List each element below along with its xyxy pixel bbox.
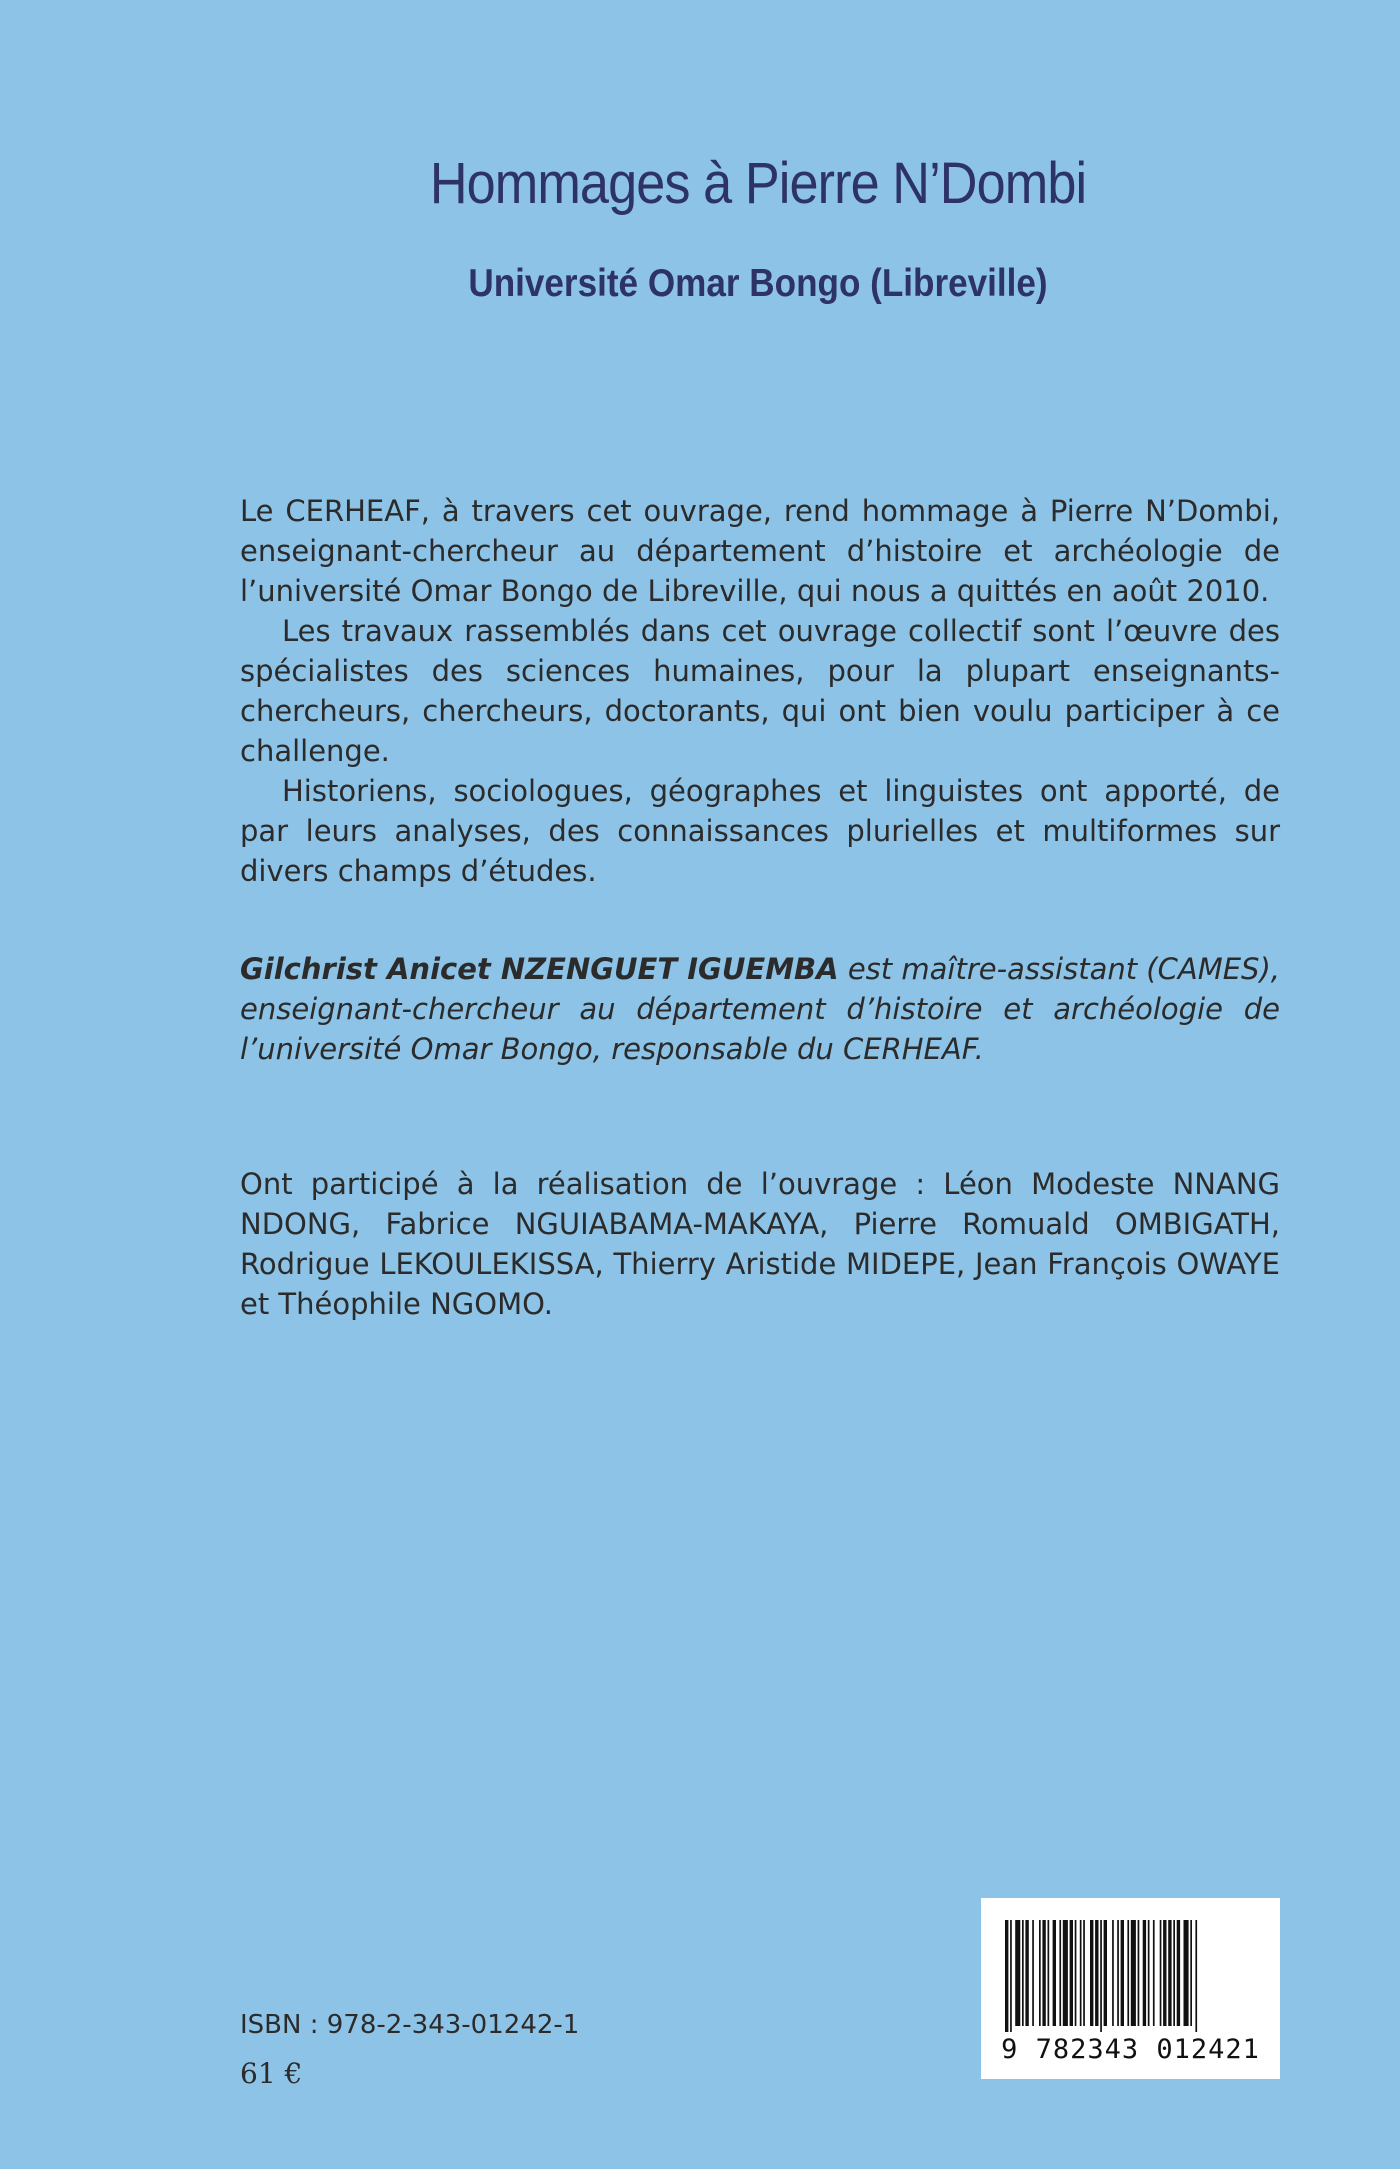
barcode-bar <box>1080 1920 1082 2026</box>
barcode-bar <box>1148 1920 1150 2026</box>
barcode-bar <box>1143 1920 1146 2026</box>
author-description: est maître-assistant (CAMES), enseignant-chercheur au département d’histoire et archéologie de l’université Omar Bongo, responsable du CERHEAF. <box>240 952 1280 1066</box>
author-bio <box>240 949 1280 1069</box>
book-subtitle: Université Omar Bongo (Libreville) <box>468 262 1048 305</box>
barcode-bar <box>1112 1920 1114 2026</box>
barcode-bars <box>1001 1920 1260 2032</box>
barcode-bar <box>1070 1920 1073 2026</box>
contributors-text <box>240 1164 1280 1324</box>
barcode-bar <box>1127 1920 1129 2026</box>
barcode-bar <box>1173 1920 1175 2026</box>
intro-paragraph: Historiens, sociologues, géographes et linguistes ont apporté, de par leurs analyses, des connaissances plurielles et multiformes sur divers champs d’études. <box>240 774 1280 888</box>
barcode-bar <box>1022 1920 1024 2026</box>
barcode-bar <box>1100 1920 1102 2032</box>
contributors-paragraph: Ont participé à la réalisation de l’ouvrage : Léon Modeste NNANG NDONG, Fabrice NGUIABAMA-MAKAYA, Pierre Romuald OMBIGATH, Rodrigue LEKOULEKISSA, Thierry Aristide MIDEPE, Jean François OWAYE et Théophile NGOMO. <box>240 1167 1280 1321</box>
barcode-bar <box>1048 1920 1050 2026</box>
barcode-bar <box>1075 1920 1077 2026</box>
barcode-bar <box>1190 1920 1192 2026</box>
barcode-bar <box>1168 1920 1171 2026</box>
barcode-bar <box>1153 1920 1155 2026</box>
barcode-bar <box>1138 1920 1140 2026</box>
barcode-bar <box>1083 1920 1085 2026</box>
barcode-bar <box>1184 1920 1189 2026</box>
author-name: Gilchrist Anicet NZENGUET IGUEMBA <box>240 952 839 986</box>
book-title: Hommages à Pierre N’Dombi <box>429 151 1087 216</box>
barcode-bar <box>1131 1920 1136 2026</box>
barcode-bar <box>1032 1920 1034 2026</box>
barcode-bar <box>1104 1920 1107 2026</box>
intro-text <box>240 491 1280 891</box>
author-bio-paragraph <box>240 949 1280 1069</box>
barcode-bar <box>1117 1920 1119 2026</box>
barcode-bar <box>1063 1920 1068 2026</box>
barcode-bar <box>1095 1920 1098 2026</box>
barcode-bar <box>1053 1920 1056 2026</box>
isbn-label: ISBN : 978-2-343-01242-1 <box>240 2010 580 2040</box>
barcode-bar <box>1039 1920 1041 2026</box>
barcode-bar <box>1121 1920 1124 2026</box>
barcode-number: 9 782343 012421 <box>1001 2034 1260 2065</box>
barcode-bar <box>1025 1920 1028 2026</box>
barcode-bar <box>1195 1920 1197 2032</box>
barcode-bar <box>1090 1920 1093 2026</box>
price-label: 61 € <box>240 2057 303 2090</box>
intro-paragraph: Le CERHEAF, à travers cet ouvrage, rend hommage à Pierre N’Dombi, enseignant-chercheur au département d’histoire et archéologie de l’université Omar Bongo de Libreville, qui nous a quittés en août 2010. <box>240 494 1280 608</box>
intro-paragraph: Les travaux rassemblés dans cet ouvrage collectif sont l’œuvre des spécialistes des sciences humaines, pour la plupart enseignants-chercheurs, chercheurs, doctorants, qui ont bien voulu participer à ce challenge. <box>240 614 1280 768</box>
barcode-bar <box>1042 1920 1045 2026</box>
barcode-bar <box>1005 1920 1008 2032</box>
barcode-bar <box>1010 1920 1012 2032</box>
barcode-bar <box>1163 1920 1166 2026</box>
barcode-bar <box>1015 1920 1020 2026</box>
barcode-bar <box>1177 1920 1180 2026</box>
barcode <box>981 1898 1280 2079</box>
barcode-bar <box>1160 1920 1162 2026</box>
barcode-bar <box>1059 1920 1061 2026</box>
